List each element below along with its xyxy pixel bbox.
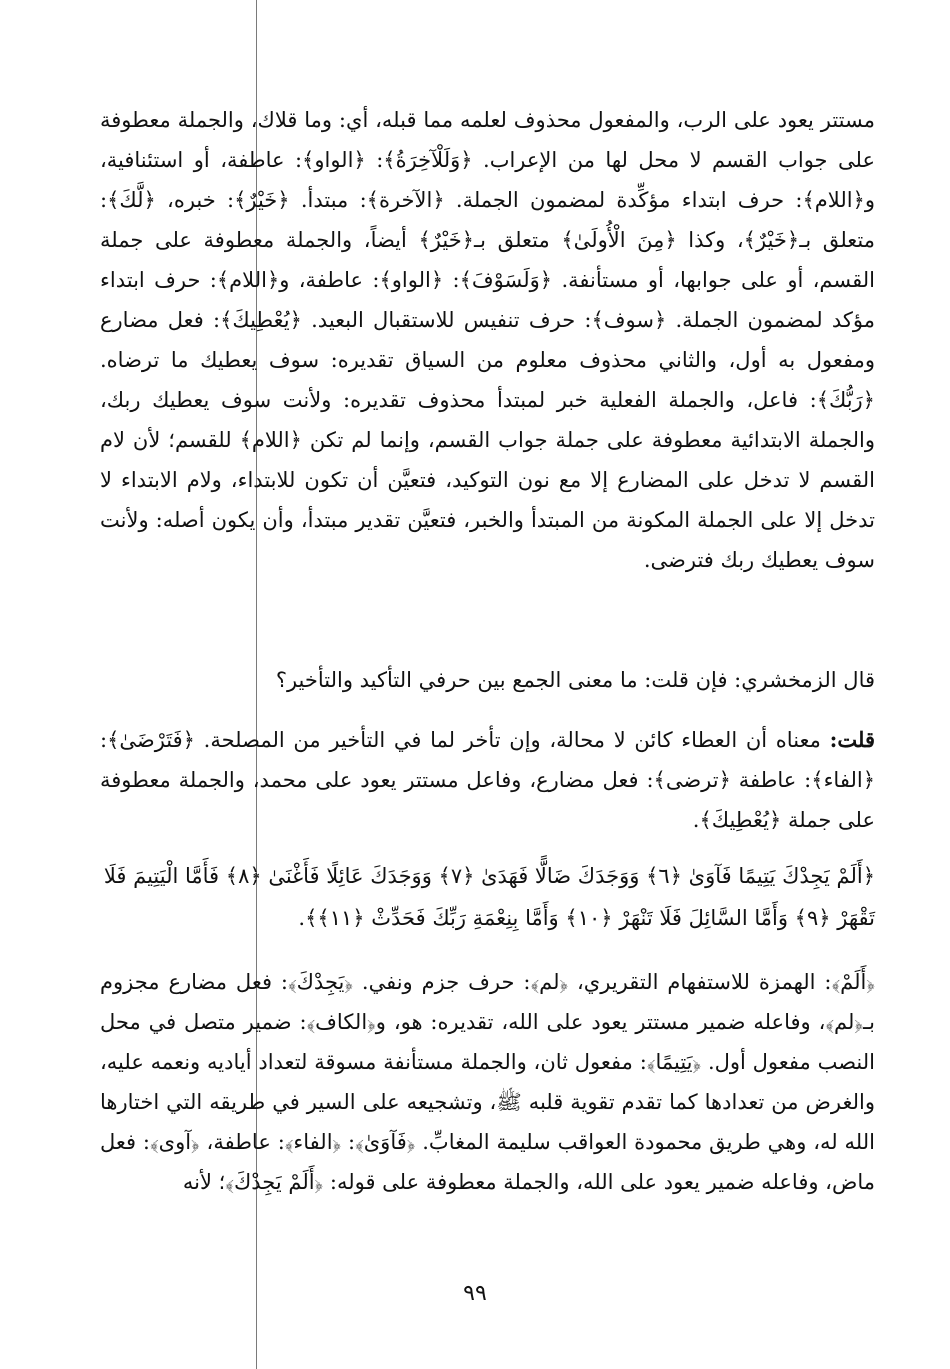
paragraph-text xyxy=(100,720,875,840)
paragraph-zamakhshari xyxy=(100,660,875,700)
answer-text: معناه أن العطاء كائن لا محالة، وإن تأخر لما في التأخير من المصلحة. ﴿فَتَرْضَىٰ﴾: ﴿الفاء﴾: عاطفة ﴿ترضى﴾: فعل مضارع، وفاعل مستتر يعود على محمد، والجملة معطوفة على جملة ﴿يُعْطِيكَ﴾. xyxy=(100,728,875,832)
quran-verse xyxy=(100,855,875,939)
paragraph-text: ﴿أَلَمْ﴾: الهمزة للاستفهام التقريري، ﴿لم﴾: حرف جزم ونفي. ﴿يَجِدْكَ﴾: فعل مضارع مجزوم بـ﴿لم﴾، وفاعله ضمير مستتر يعود على الله، تقديره: هو، و﴿الكاف﴾: ضمير متصل في محل النصب مفعول أول. ﴿يَتِيمًا﴾: مفعول ثان، والجملة مستأنفة مسوقة لتعداد أياديه ونعمه عليه، والغرض من تعدادها كما تقدم تقوية قلبه ﷺ، وتشجيعه على السير في طريقه التي اختارها الله له، وهي طريق محمودة العواقب سليمة المغابِّ. ﴿فَآوَىٰ﴾: ﴿الفاء﴾: عاطفة، ﴿آوى﴾: فعل ماض، وفاعله ضمير يعود على الله، والجملة معطوفة على قوله: ﴿أَلَمْ يَجِدْكَ﴾؛ لأنه xyxy=(100,970,875,1194)
paragraph-answer xyxy=(100,720,875,840)
paragraph-analysis xyxy=(100,962,875,1202)
answer-lead: قلت: xyxy=(829,727,875,752)
paragraph-text: قال الزمخشري: فإن قلت: ما معنى الجمع بين حرفي التأكيد والتأخير؟ xyxy=(275,668,875,692)
page-number: ٩٩ xyxy=(463,1281,487,1306)
paragraph-text: مستتر يعود على الرب، والمفعول محذوف لعلمه مما قبله، أي: وما قلاك، والجملة معطوفة على جواب القسم لا محل لها من الإعراب. ﴿وَلَلْآخِرَةُ﴾: ﴿الواو﴾: عاطفة، أو استئنافية، و﴿اللام﴾: حرف ابتداء مؤكِّدة لمضمون الجملة. ﴿الآخرة﴾: مبتدأ. ﴿خَيْرٌ﴾: خبره، ﴿لَّكَ﴾: متعلق بـ﴿خَيْرٌ﴾، وكذا ﴿مِنَ الْأُولَىٰ﴾ متعلق بـ﴿خَيْرٌ﴾ أيضاً، والجملة معطوفة على جملة القسم، أو على جوابها، أو مستأنفة. ﴿وَلَسَوْفَ﴾: ﴿الواو﴾: عاطفة، و﴿اللام﴾: حرف ابتداء مؤكد لمضمون الجملة. ﴿سوف﴾: حرف تنفيس للاستقبال البعيد. ﴿يُعْطِيكَ﴾: فعل مضارع ومفعول به أول، والثاني محذوف معلوم من السياق تقديره: سوف يعطيك ما ترضاه. ﴿رَبُّكَ﴾: فاعل، والجملة الفعلية خبر لمبتدأ محذوف تقديره: ولأنت سوف يعطيك ربك، والجملة الابتدائية معطوفة على جملة جواب القسم، وإنما لم تكن ﴿اللام﴾ للقسم؛ لأن لام القسم لا تدخل على المضارع إلا مع نون التوكيد، فتعيَّن أن تكون للابتداء، ولام الابتداء لا تدخل إلا على الجملة المكونة من المبتدأ والخبر، فتعيَّن تقدير مبتدأ، وأن يكون أصله: ولأنت سوف يعطيك ربك فترضى. xyxy=(100,108,875,572)
verse-text: ﴿أَلَمْ يَجِدْكَ يَتِيمًا فَآوَىٰ ﴿٦﴾ وَوَجَدَكَ ضَالًّا فَهَدَىٰ ﴿٧﴾ وَوَجَدَكَ عَائِلًا فَأَغْنَىٰ ﴿٨﴾ فَأَمَّا الْيَتِيمَ فَلَا تَقْهَرْ ﴿٩﴾ وَأَمَّا السَّائِلَ فَلَا تَنْهَرْ ﴿١٠﴾ وَأَمَّا بِنِعْمَةِ رَبِّكَ فَحَدِّثْ ﴿١١﴾﴾. xyxy=(103,864,875,930)
paragraph-main xyxy=(100,100,875,580)
